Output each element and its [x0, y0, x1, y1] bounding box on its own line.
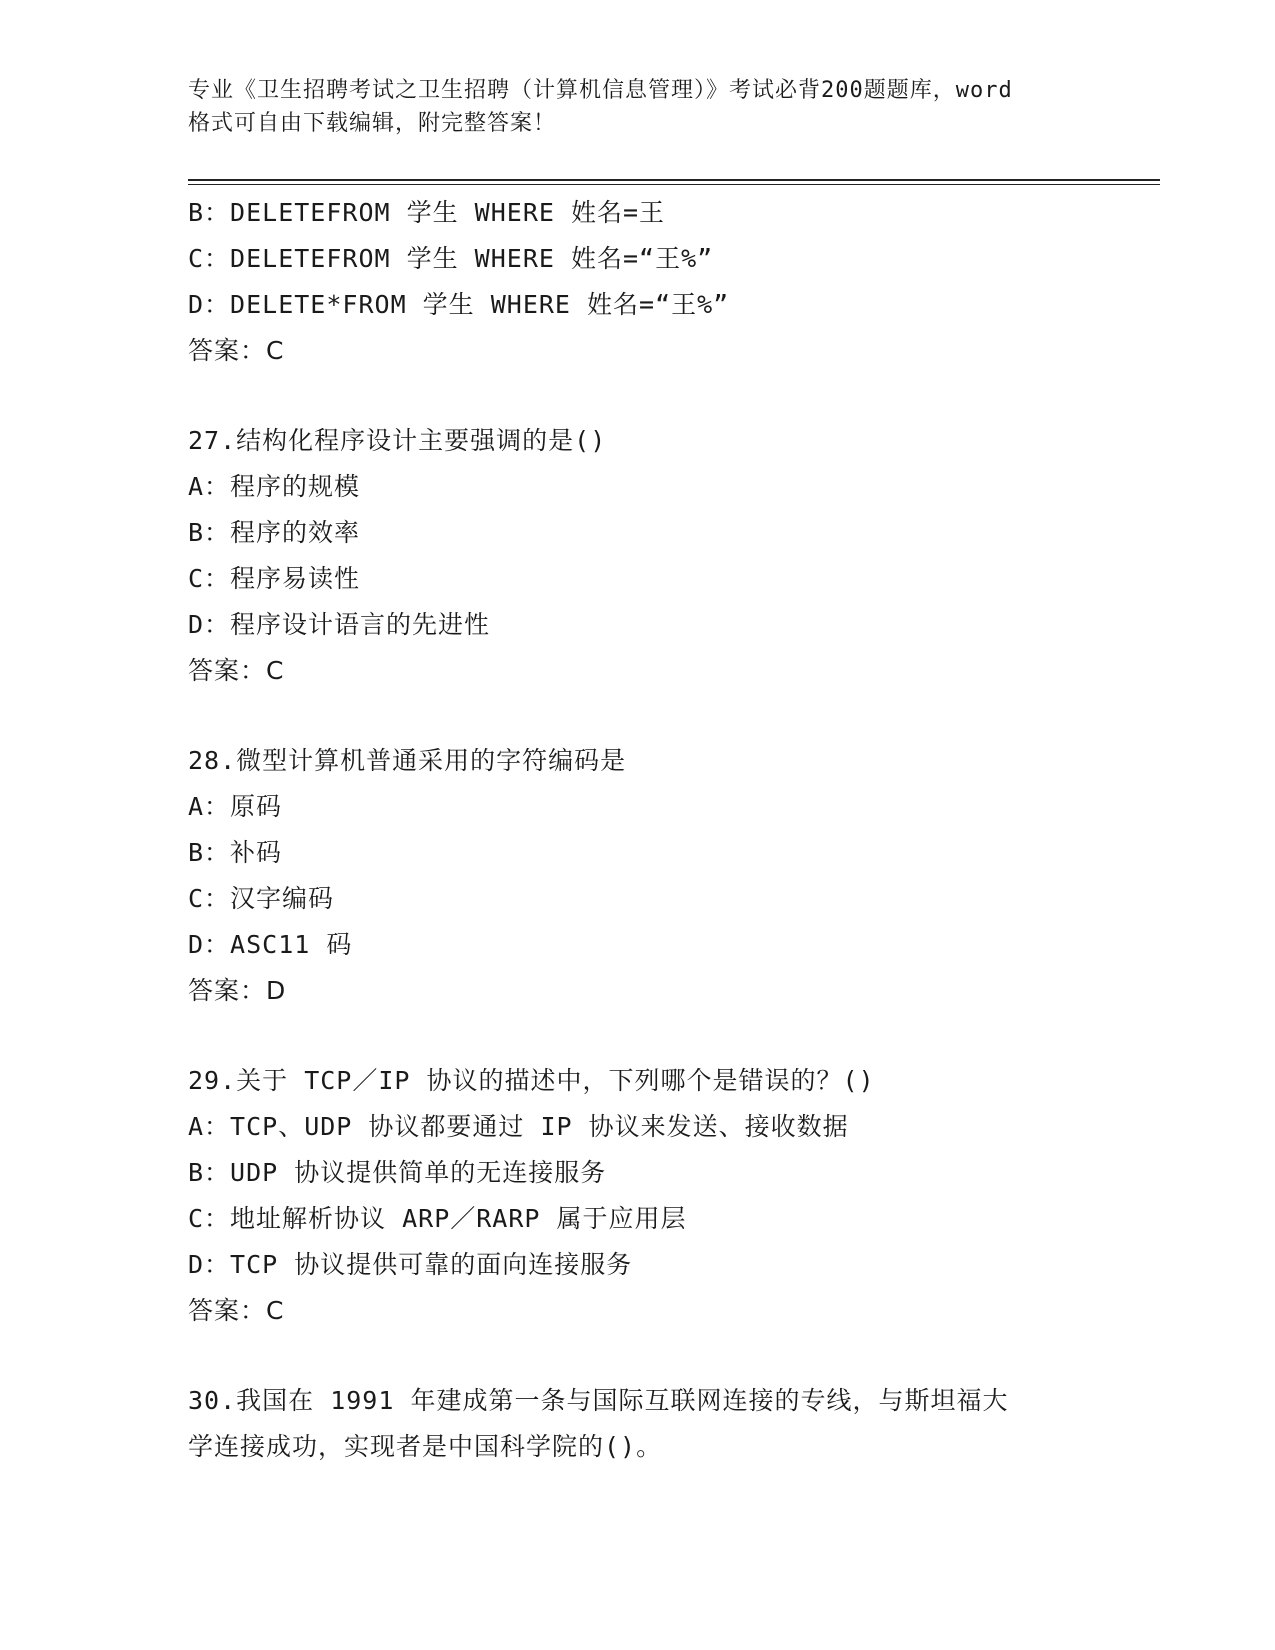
answer: 答案：D	[188, 976, 287, 1005]
option-b: B：DELETEFROM 学生 WHERE 姓名=王	[188, 198, 666, 227]
option-d: D：ASC11 码	[188, 930, 353, 959]
option-b: B：UDP 协议提供简单的无连接服务	[188, 1158, 607, 1187]
option-c: C：程序易读性	[188, 564, 361, 593]
option-b: B：程序的效率	[188, 518, 361, 547]
option-b: B：补码	[188, 838, 283, 867]
option-d: D：程序设计语言的先进性	[188, 610, 491, 639]
option-a: A：TCP、UDP 协议都要通过 IP 协议来发送、接收数据	[188, 1112, 849, 1141]
question-text-line-1: 30.我国在 1991 年建成第一条与国际互联网连接的专线，与斯坦福大	[188, 1386, 1009, 1415]
header-line-1: 专业《卫生招聘考试之卫生招聘（计算机信息管理）》考试必背200题题库，word	[188, 78, 1013, 103]
header-divider-thick	[188, 179, 1160, 181]
question-text: 29.关于 TCP／IP 协议的描述中，下列哪个是错误的？()	[188, 1066, 875, 1095]
answer: 答案：C	[188, 336, 285, 365]
option-d: D：TCP 协议提供可靠的面向连接服务	[188, 1250, 633, 1279]
document-header	[188, 74, 1088, 140]
option-c: C：地址解析协议 ARP／RARP 属于应用层	[188, 1204, 687, 1233]
question-30	[188, 1378, 1078, 1470]
question-27	[188, 418, 1078, 694]
question-28	[188, 738, 1078, 1014]
answer: 答案：C	[188, 656, 285, 685]
question-text: 28.微型计算机普通采用的字符编码是	[188, 746, 627, 775]
answer: 答案：C	[188, 1296, 285, 1325]
question-text-line-2: 学连接成功，实现者是中国科学院的()。	[188, 1432, 663, 1461]
question-29	[188, 1058, 1078, 1334]
question-text: 27.结构化程序设计主要强调的是()	[188, 426, 607, 455]
option-a: A：原码	[188, 792, 283, 821]
question-list	[188, 190, 1078, 1470]
question-26	[188, 190, 1078, 374]
option-d: D：DELETE*FROM 学生 WHERE 姓名=“王%”	[188, 290, 730, 319]
option-c: C：汉字编码	[188, 884, 335, 913]
option-a: A：程序的规模	[188, 472, 361, 501]
header-divider-thin	[188, 184, 1160, 185]
option-c: C：DELETEFROM 学生 WHERE 姓名=“王%”	[188, 244, 714, 273]
header-line-2: 格式可自由下载编辑，附完整答案！	[188, 111, 557, 136]
